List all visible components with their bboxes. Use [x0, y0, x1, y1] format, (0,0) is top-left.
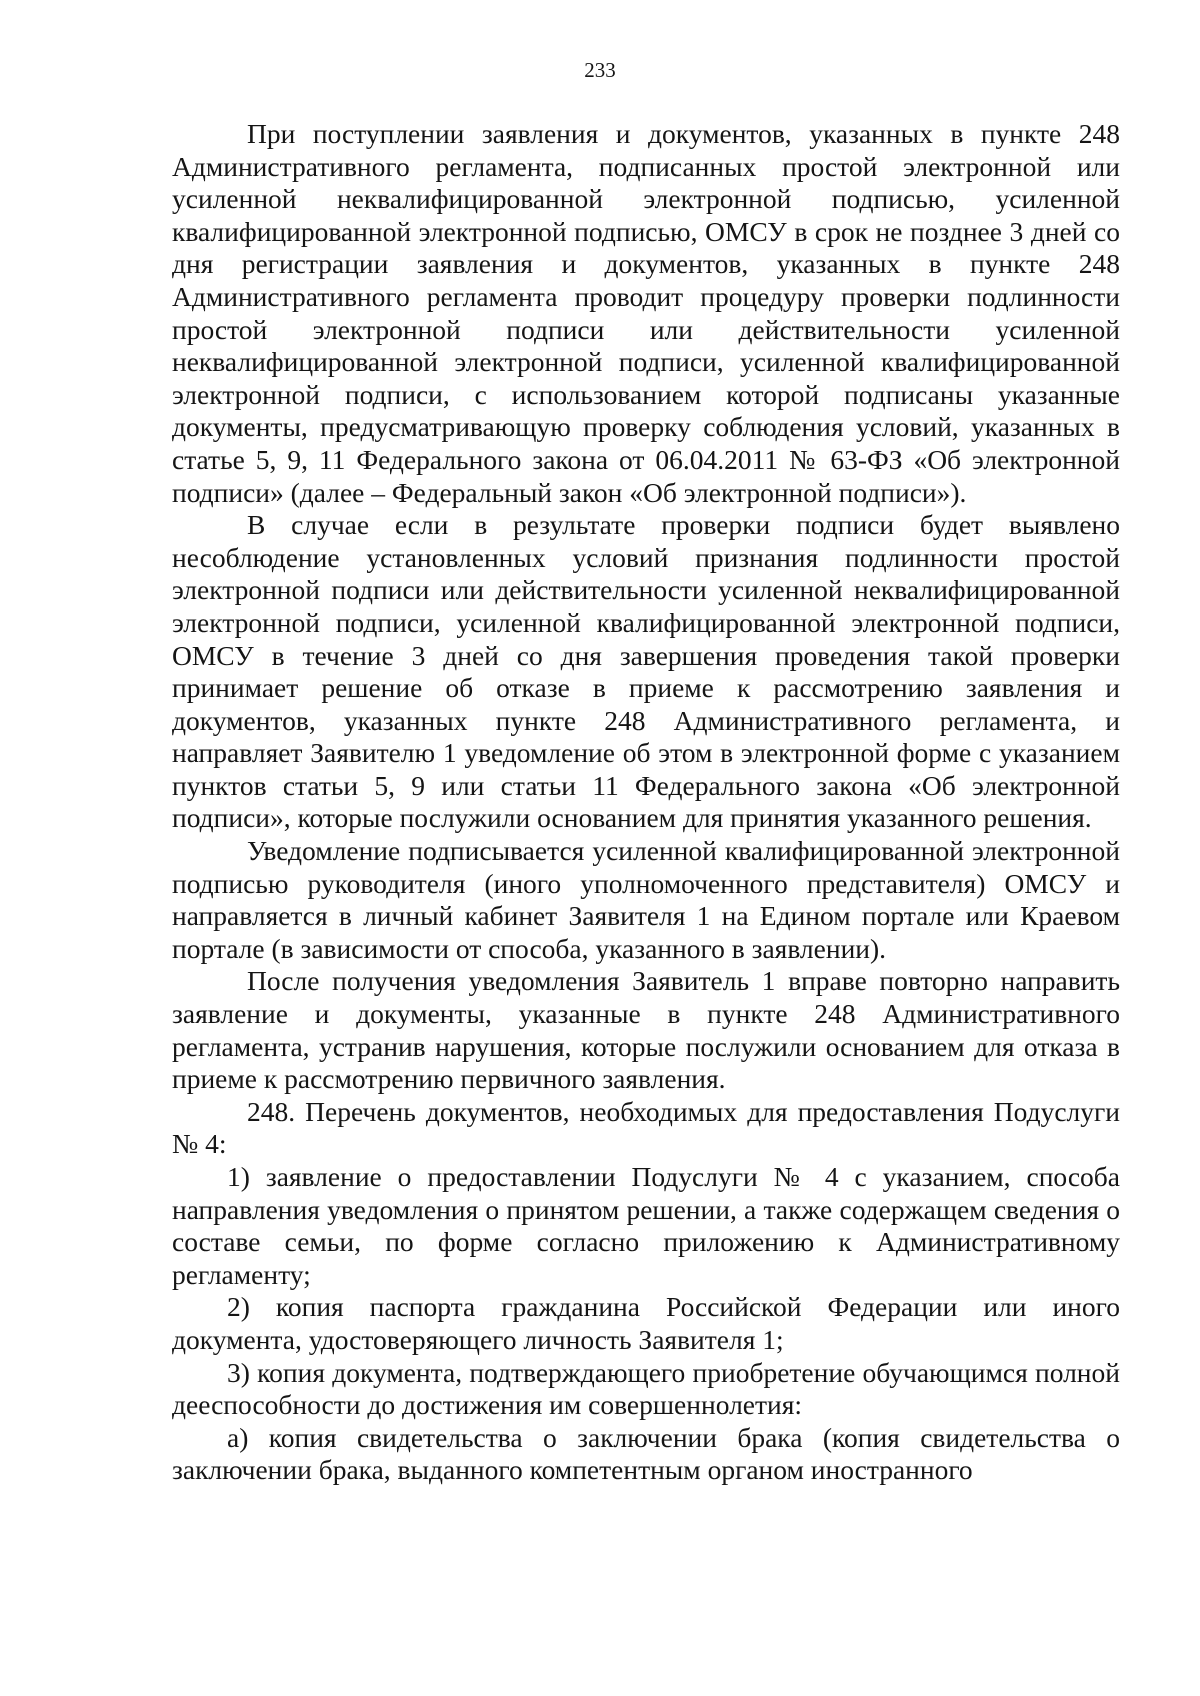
paragraph-resubmission: После получения уведомления Заявитель 1 вправе повторно направить заявление и документы, указанные в пункте 248 Административного регламента, устранив нарушения, которые послужили основанием для отказа в приеме к рассмотрению первичного заявления.	[172, 965, 1120, 1095]
paragraph-check-failure: В случае если в результате проверки подписи будет выявлено несоблюдение установленных условий признания подлинности простой электронной подписи или действительности усиленной неквалифицированной электронной подписи, усиленной квалифицированной электронной подписи, ОМСУ в течение 3 дней со дня завершения проведения такой проверки принимает решение об отказе в приеме к рассмотрению заявления и документов, указанных пункте 248 Административного регламента, и направляет Заявителю 1 уведомление об этом в электронной форме с указанием пунктов статьи 5, 9 или статьи 11 Федерального закона «Об электронной подписи», которые послужили основанием для принятия указанного решения.	[172, 509, 1120, 834]
paragraph-signature-check: При поступлении заявления и документов, указанных в пункте 248 Административного регламента, подписанных простой электронной или усиленной неквалифицированной электронной подписью, усиленной квалифицированной электронной подписью, ОМСУ в срок не позднее 3 дней со дня регистрации заявления и документов, указанных в пункте 248 Административного регламента проводит процедуру проверки подлинности простой электронной подписи или действительности усиленной неквалифицированной электронной подписи, усиленной квалифицированной электронной подписи, с использованием которой подписаны указанные документы, предусматривающую проверку соблюдения условий, указанных в статье 5, 9, 11 Федерального закона от 06.04.2011 № 63-ФЗ «Об электронной подписи» (далее – Федеральный закон «Об электронной подписи»).	[172, 118, 1120, 508]
list-item-3: 3) копия документа, подтверждающего приобретение обучающимся полной дееспособности до достижения им совершеннолетия:	[172, 1356, 1120, 1421]
list-item-3a: а) копия свидетельства о заключении брака (копия свидетельства о заключении брака, выданного компетентным органом иностранного	[172, 1421, 1120, 1486]
paragraph-section-248: 248. Перечень документов, необходимых для предоставления Подуслуги № 4:	[172, 1095, 1120, 1160]
list-item-1: 1) заявление о предоставлении Подуслуги № 4 с указанием, способа направления уведомления о принятом решении, а также содержащем сведения о составе семьи, по форме согласно приложению к Административному регламенту;	[172, 1161, 1120, 1290]
document-body	[172, 118, 1120, 1487]
page-number: 233	[584, 58, 616, 82]
paragraph-notification: Уведомление подписывается усиленной квалифицированной электронной подписью руководителя (иного уполномоченного представителя) ОМСУ и направляется в личный кабинет Заявителя 1 на Едином портале или Краевом портале (в зависимости от способа, указанного в заявлении).	[172, 835, 1120, 964]
list-item-2: 2) копия паспорта гражданина Российской Федерации или иного документа, удостоверяющего личность Заявителя 1;	[172, 1291, 1120, 1355]
